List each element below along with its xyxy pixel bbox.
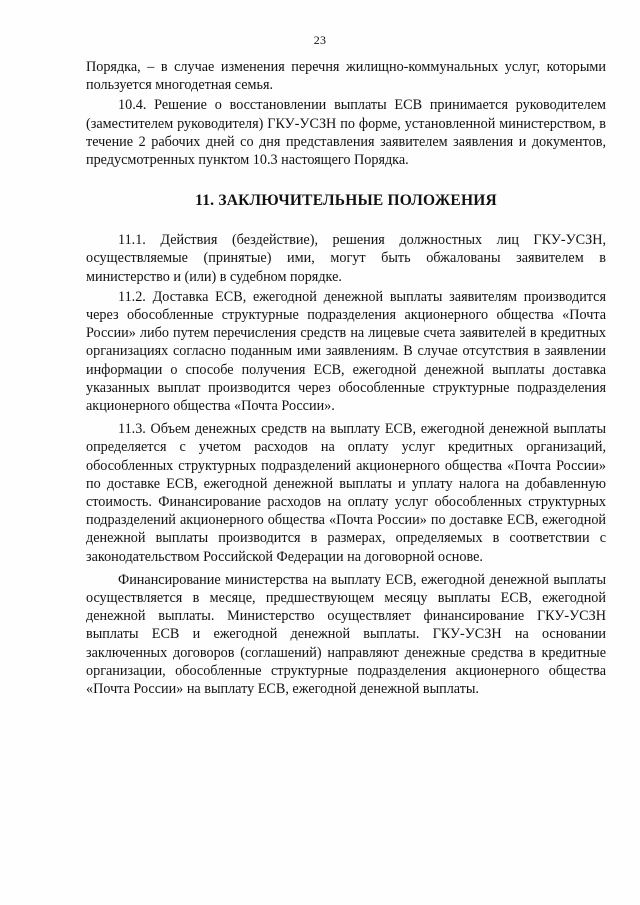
paragraph-financing: Финансирование министерства на выплату ЕСВ, ежегодной денежной выплаты осуществляется в месяце, предшествующем месяцу выплаты ЕСВ, ежегодной денежной выплаты. Министерство осуществляет финансирование ГКУ-УСЗН выплаты ЕСВ и ежегодной денежной выплаты. ГКУ-УСЗН на основании заключенных договоров (соглашений) направляют денежные средства в кредитные организации, обособленные структурные подразделения акционерного общества «Почта России» на выплату ЕСВ, ежегодной денежной выплаты. [86,571,606,698]
paragraph-11-1: 11.1. Действия (бездействие), решения должностных лиц ГКУ-УСЗН, осуществляемые (принятые) ими, могут быть обжалованы заявителем в министерство и (или) в судебном порядке. [86,232,606,285]
paragraph-10-4: 10.4. Решение о восстановлении выплаты ЕСВ принимается руководителем (заместителем руководителя) ГКУ-УСЗН по форме, установленной министерством, в течение 2 рабочих дней со дня представления заявителем заявления и документов, предусмотренных пунктом 10.3 настоящего Порядка. [86,97,606,169]
document-body [86,58,606,698]
paragraph-continuation: Порядка, – в случае изменения перечня жилищно-коммунальных услуг, которыми пользуется многодетная семья. [86,59,606,94]
page-number: 23 [313,33,327,47]
paragraph-11-3: 11.3. Объем денежных средств на выплату ЕСВ, ежегодной денежной выплаты определяется с учетом расходов на оплату услуг кредитных организаций, обособленных структурных подразделений акционерного общества «Почта России» по доставке ЕСВ, ежегодной денежной выплаты и уплату налога на добавленную стоимость. Финансирование расходов на оплату услуг обособленных структурных подразделений акционерного общества «Почта России» по доставке ЕСВ, ежегодной денежной выплаты производится в размерах, определяемых в соответствии с законодательством Российской Федерации на договорной основе. [86,421,606,565]
paragraph-11-2: 11.2. Доставка ЕСВ, ежегодной денежной выплаты заявителям производится через обособленные структурные подразделения акционерного общества «Почта России» либо путем перечисления средств на лицевые счета заявителей в кредитных организациях согласно поданным ими заявлениям. В случае отсутствия в заявлении информации о способе получения ЕСВ, ежегодной денежной выплаты доставка указанных выплат производится через обособленные структурные подразделения акционерного общества «Почта России». [86,288,606,415]
section-heading: 11. ЗАКЛЮЧИТЕЛЬНЫЕ ПОЛОЖЕНИЯ [195,192,497,210]
